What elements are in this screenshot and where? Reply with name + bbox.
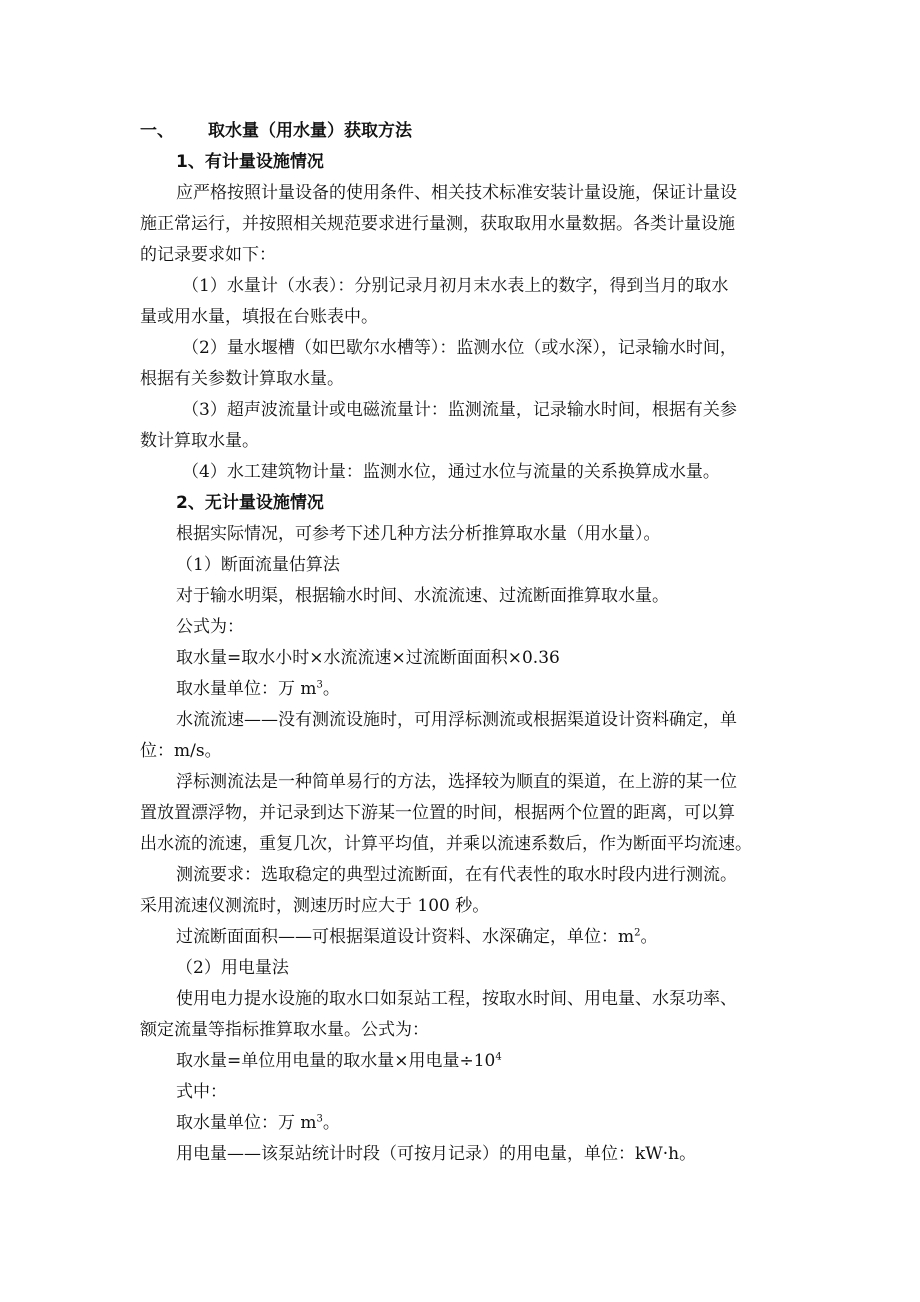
method2-desc-line2: 额定流量等指标推算取水量。公式为： xyxy=(140,1020,429,1040)
method2-where: 式中： xyxy=(176,1082,227,1102)
section1-item1-line2: 量或用水量，填报在台账表中。 xyxy=(140,307,378,327)
section1-intro-line1: 应严格按照计量设备的使用条件、相关技术标准安装计量设施，保证计量设 xyxy=(176,183,737,203)
method1-float-line3: 出水流的流速，重复几次，计算平均值，并乘以流速系数后，作为断面平均流速。 xyxy=(140,834,752,854)
method1-area-suffix: 。 xyxy=(640,927,658,947)
method1-unit-text: 取水量单位：万 m xyxy=(176,679,317,699)
section1-item1-line1: （1）水量计（水表）：分别记录月初月末水表上的数字，得到当月的取水 xyxy=(182,276,729,296)
method2-unit-text: 取水量单位：万 m xyxy=(176,1113,317,1133)
method2-unit-suffix: 。 xyxy=(322,1113,340,1133)
method1-title: （1）断面流量估算法 xyxy=(176,555,340,575)
section1-title: 1、有计量设施情况 xyxy=(176,152,324,172)
method1-unit-suffix: 。 xyxy=(322,679,340,699)
method1-formula: 取水量=取水小时×水流流速×过流断面面积×0.36 xyxy=(176,648,560,668)
method2-title: （2）用电量法 xyxy=(176,958,289,978)
section2-intro: 根据实际情况，可参考下述几种方法分析推算取水量（用水量）。 xyxy=(176,524,661,544)
section2-title: 2、无计量设施情况 xyxy=(176,493,324,513)
method1-area xyxy=(176,926,658,948)
method1-formula-label: 公式为： xyxy=(176,617,244,637)
method1-float-line1: 浮标测流法是一种简单易行的方法，选择较为顺直的渠道，在上游的某一位 xyxy=(176,772,737,792)
method1-unit-sup: 3 xyxy=(316,679,323,691)
section1-item2-line1: （2）量水堰槽（如巴歇尔水槽等）：监测水位（或水深），记录输水时间， xyxy=(182,338,737,358)
section1-item3-line1: （3）超声波流量计或电磁流量计：监测流量，记录输水时间，根据有关参 xyxy=(182,400,737,420)
section1-intro-line3: 的记录要求如下： xyxy=(140,245,276,265)
method2-unit xyxy=(176,1112,340,1134)
heading-title: 取水量（用水量）获取方法 xyxy=(208,121,412,141)
method1-velocity-line2: 位：m/s。 xyxy=(140,741,222,761)
method1-unit xyxy=(176,678,340,700)
method2-formula xyxy=(176,1050,502,1072)
method1-float-line2: 置放置漂浮物，并记录到达下游某一位置的时间，根据两个位置的距离，可以算 xyxy=(140,803,735,823)
method1-requirement-line2: 采用流速仪测流时，测速历时应大于 100 秒。 xyxy=(140,896,490,916)
method2-unit-sup: 3 xyxy=(316,1113,323,1125)
method2-desc-line1: 使用电力提水设施的取水口如泵站工程，按取水时间、用电量、水泵功率、 xyxy=(176,989,737,1009)
method1-area-sup: 2 xyxy=(634,927,641,939)
method2-power: 用电量——该泵站统计时段（可按月记录）的用电量，单位：kW·h。 xyxy=(176,1144,697,1164)
section1-item4: （4）水工建筑物计量：监测水位，通过水位与流量的关系换算成水量。 xyxy=(182,462,720,482)
main-heading xyxy=(140,120,412,142)
method2-formula-text: 取水量=单位用电量的取水量×用电量÷10 xyxy=(176,1051,496,1071)
heading-number: 一、 xyxy=(140,121,174,141)
method2-formula-sup: 4 xyxy=(495,1051,502,1063)
method1-requirement-line1: 测流要求：选取稳定的典型过流断面，在有代表性的取水时段内进行测流。 xyxy=(176,865,737,885)
section1-item2-line2: 根据有关参数计算取水量。 xyxy=(140,369,344,389)
section1-intro-line2: 施正常运行，并按照相关规范要求进行量测，获取取用水量数据。各类计量设施 xyxy=(140,214,735,234)
method1-velocity-line1: 水流流速——没有测流设施时，可用浮标测流或根据渠道设计资料确定，单 xyxy=(176,710,737,730)
method1-area-text: 过流断面面积——可根据渠道设计资料、水深确定，单位：m xyxy=(176,927,635,947)
method1-desc: 对于输水明渠，根据输水时间、水流流速、过流断面推算取水量。 xyxy=(176,586,669,606)
section1-item3-line2: 数计算取水量。 xyxy=(140,431,259,451)
